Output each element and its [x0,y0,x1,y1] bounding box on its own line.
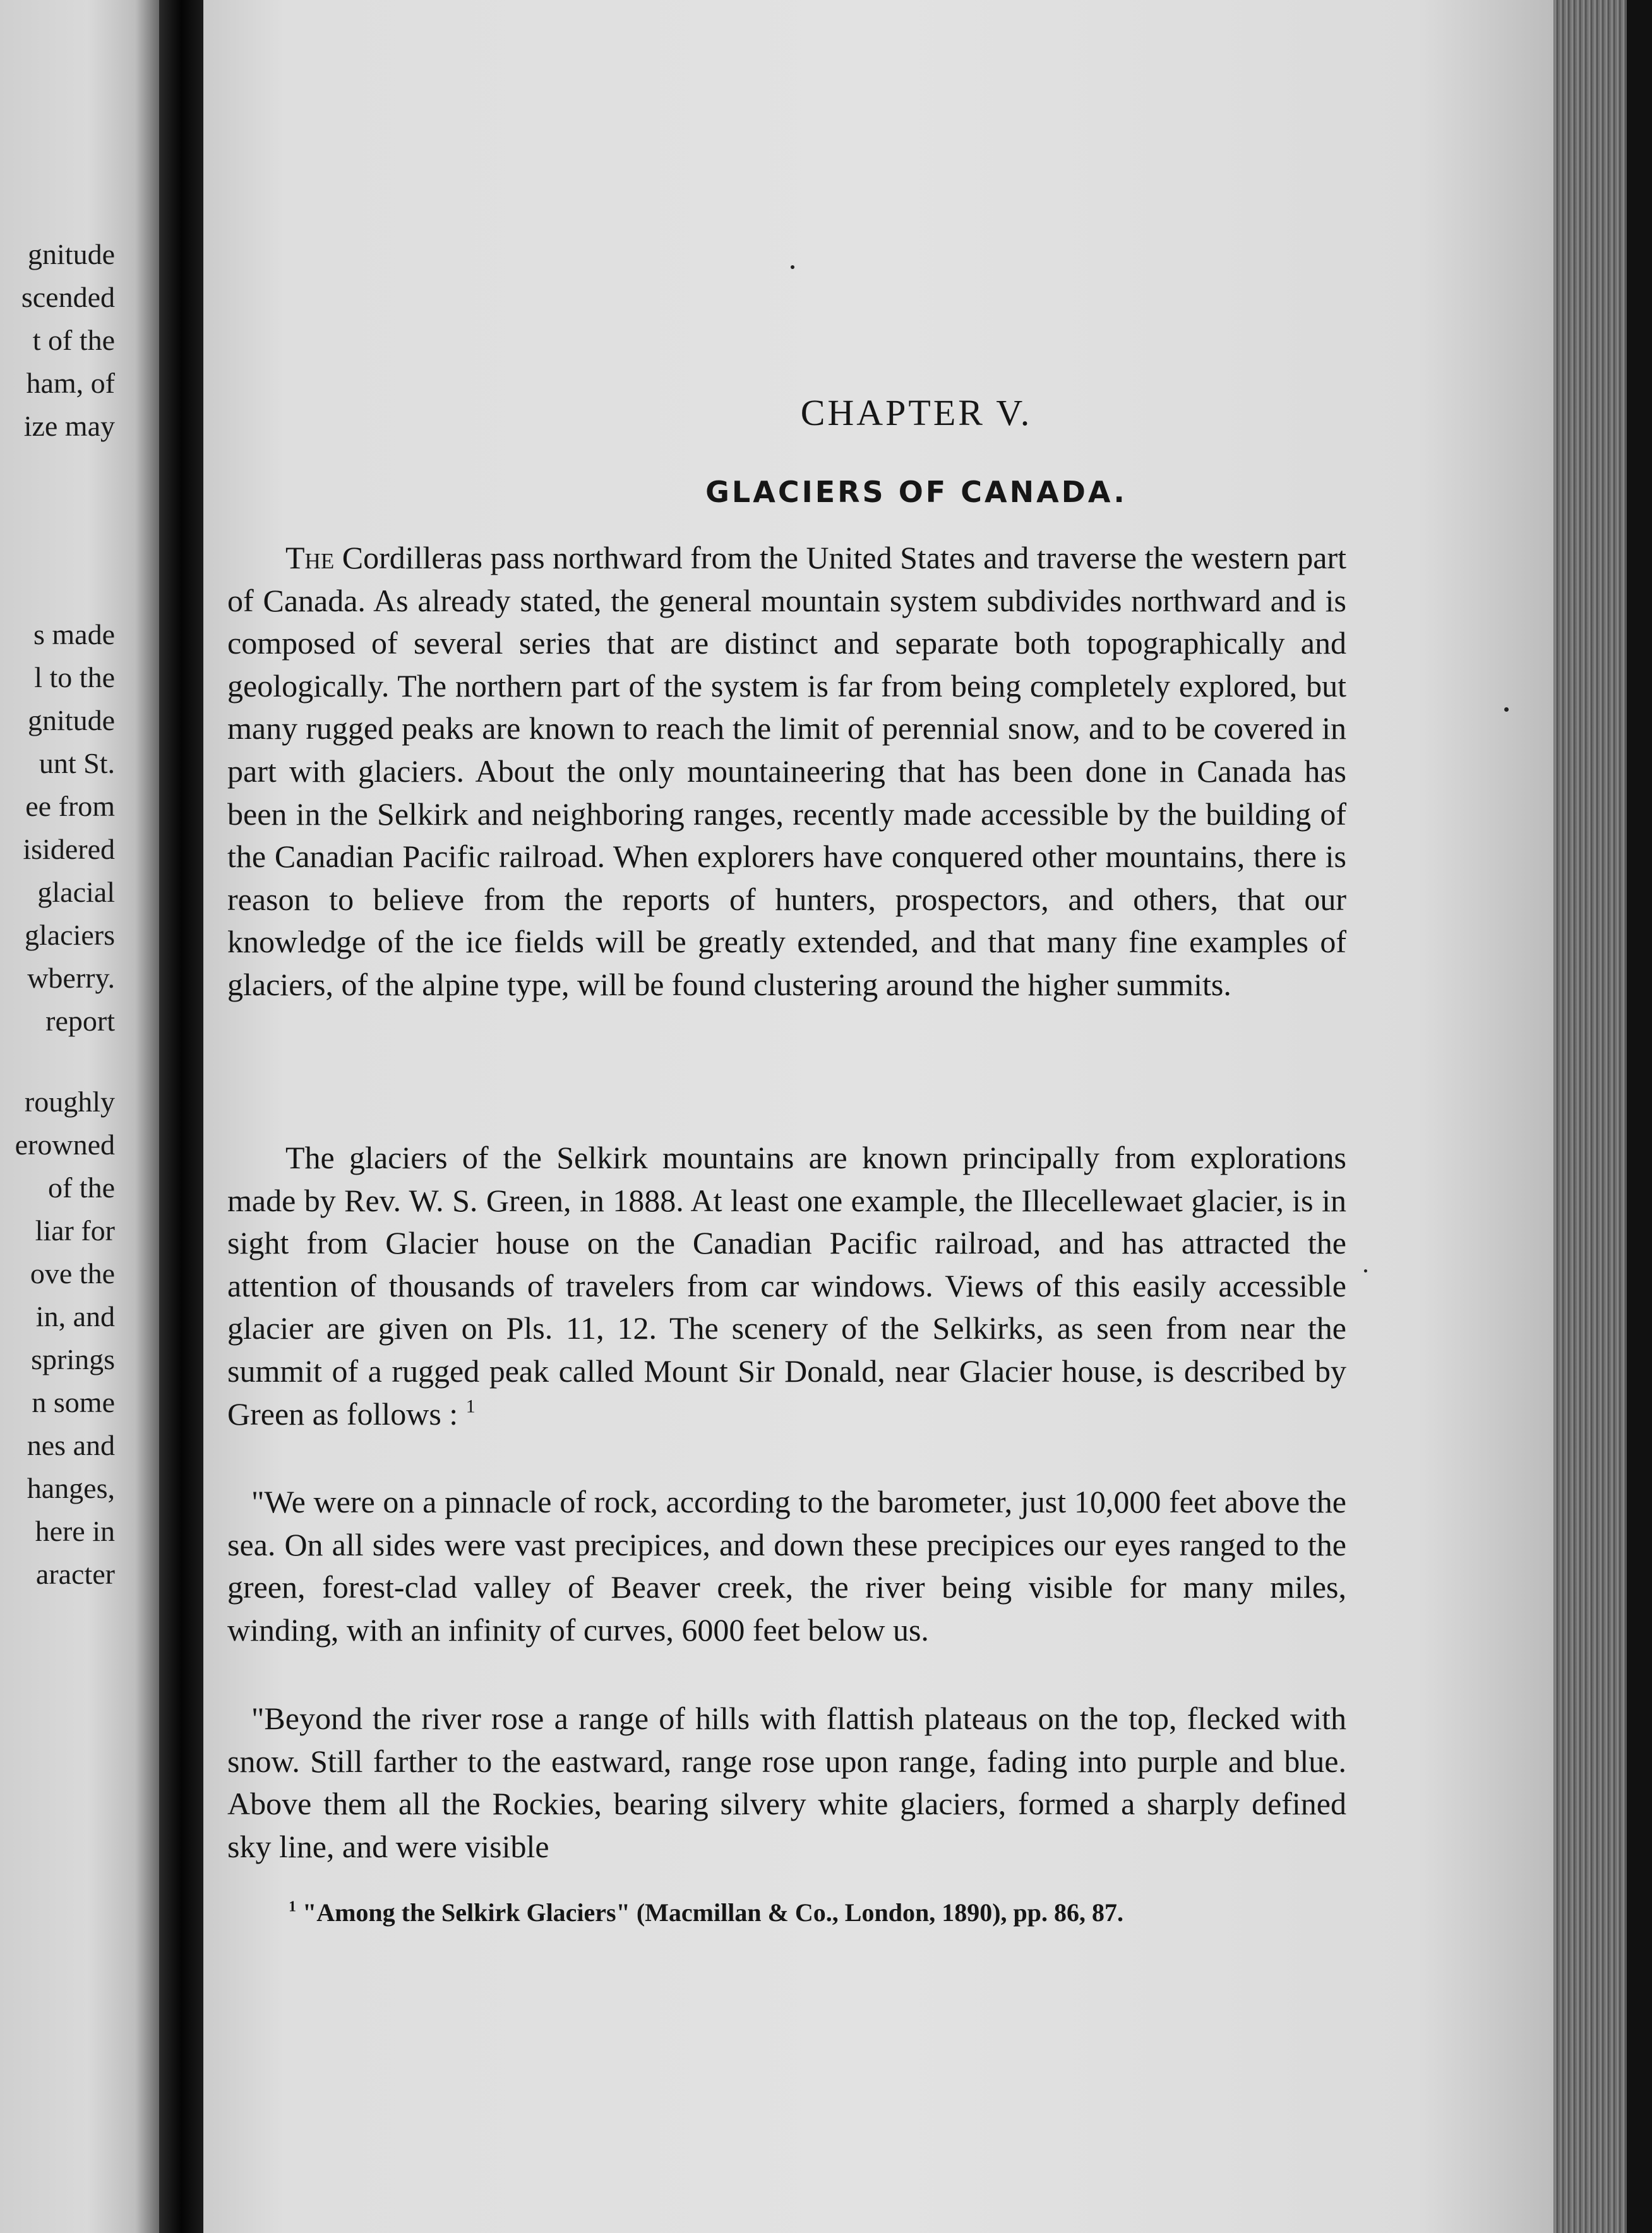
quoted-paragraph [227,1481,1346,1651]
footnote-text: "Among the Selkirk Glaciers" (Macmillan & Co., London, 1890), pp. 86, 87. [302,1898,1123,1927]
footnote-marker: 1 [289,1898,296,1915]
quoted-paragraph [227,1697,1346,1868]
left-page-line: here in [35,1515,115,1547]
body-paragraph [227,1137,1346,1435]
paragraph-lead-word: The [285,540,335,575]
paragraph-text: "Beyond the river rose a range of hills with flattish plateaus on the top, flecked with snow. Still farther to the eastward, range rose upon range, fading into purple and blue. Above them all the Rockies, bearing silvery white glaciers, formed a sharply defined sky line, and were visible [227,1701,1346,1864]
left-page-line: t of the [32,324,115,356]
paragraph-text: Cordilleras pass northward from the United States and traverse the western part of Canada. As already stated, the general mountain system subdivides northward and is composed of several series that are distinct and separate both topographically and geologically. The northern part of the system is far from being completely explored, but many rugged peaks are known to reach the limit of perennial snow, and to be covered in part with glaciers. About the only mountaineering that has been done in Canada has been in the Selkirk and neighboring ranges, recently made accessible by the building of the Canadian Pacific railroad. When explorers have conquered other mountains, there is reason to believe from the reports of hunters, prospectors, and others, that our knowledge of the ice fields will be greatly extended, and that many fine examples of glaciers, of the alpine type, will be found clustering around the higher summits. [227,540,1346,1002]
left-page-line: ham, of [26,367,115,399]
left-page-line: s made [33,618,115,650]
left-page-line: glacial [37,876,115,908]
print-speck [791,265,794,269]
main-page [203,0,1553,2233]
footnote-reference: 1 [465,1396,476,1417]
left-page-line: gnitude [28,238,115,270]
left-page-line: springs [31,1343,115,1375]
left-page-line: glaciers [24,919,115,951]
left-page-line: isidered [23,833,115,865]
left-page-line: wberry. [27,962,115,994]
left-page-line: l to the [34,661,115,693]
chapter-title: GLACIERS OF CANADA. [705,475,1127,509]
paragraph-text: "We were on a pinnacle of rock, according to the barometer, just 10,000 feet above the sea. On all sides were vast precipices, and down these precipices our eyes ranged to the green, forest-clad valley of Beaver creek, the river being visible for many miles, winding, with an infinity of curves, 6000 feet below us. [227,1484,1346,1648]
left-page-line: ove the [30,1257,115,1290]
footnote [289,1898,1362,1927]
left-facing-page [0,0,159,2233]
book-gutter [159,0,203,2233]
body-paragraph [227,537,1346,1007]
left-page-line: roughly [24,1086,115,1118]
left-page-line: erowned [15,1128,115,1161]
left-page-line: n some [32,1386,115,1418]
paragraph-text: The glaciers of the Selkirk mountains are known principally from explorations made by Rev. W. S. Green, in 1888. At least one example, the Illecellewaet glacier, is in sight from Glacier house on the Canadian Pacific railroad, and has attracted the attention of thousands of travelers from car windows. Views of this easily accessible glacier are given on Pls. 11, 12. The scenery of the Selkirks, as seen from near the summit of a rugged peak called Mount Sir Donald, near Glacier house, is described by Green as follows : [227,1140,1346,1432]
left-page-line: in, and [35,1300,115,1332]
page-stack-edge [1553,0,1652,2233]
print-speck [1364,1269,1367,1272]
left-page-line: hanges, [27,1472,115,1504]
chapter-heading: CHAPTER V. [800,392,1032,433]
left-page-line: report [45,1005,115,1037]
left-page-line: of the [47,1171,115,1204]
left-page-line: gnitude [28,704,115,736]
left-page-line: unt St. [39,747,115,779]
left-page-line: liar for [35,1214,115,1247]
left-page-line: nes and [27,1429,115,1461]
print-speck [1504,707,1509,712]
left-page-line: ee from [25,790,115,822]
left-page-line: ize may [23,410,115,442]
left-page-line: scended [21,281,115,313]
left-page-line: aracter [35,1558,115,1590]
